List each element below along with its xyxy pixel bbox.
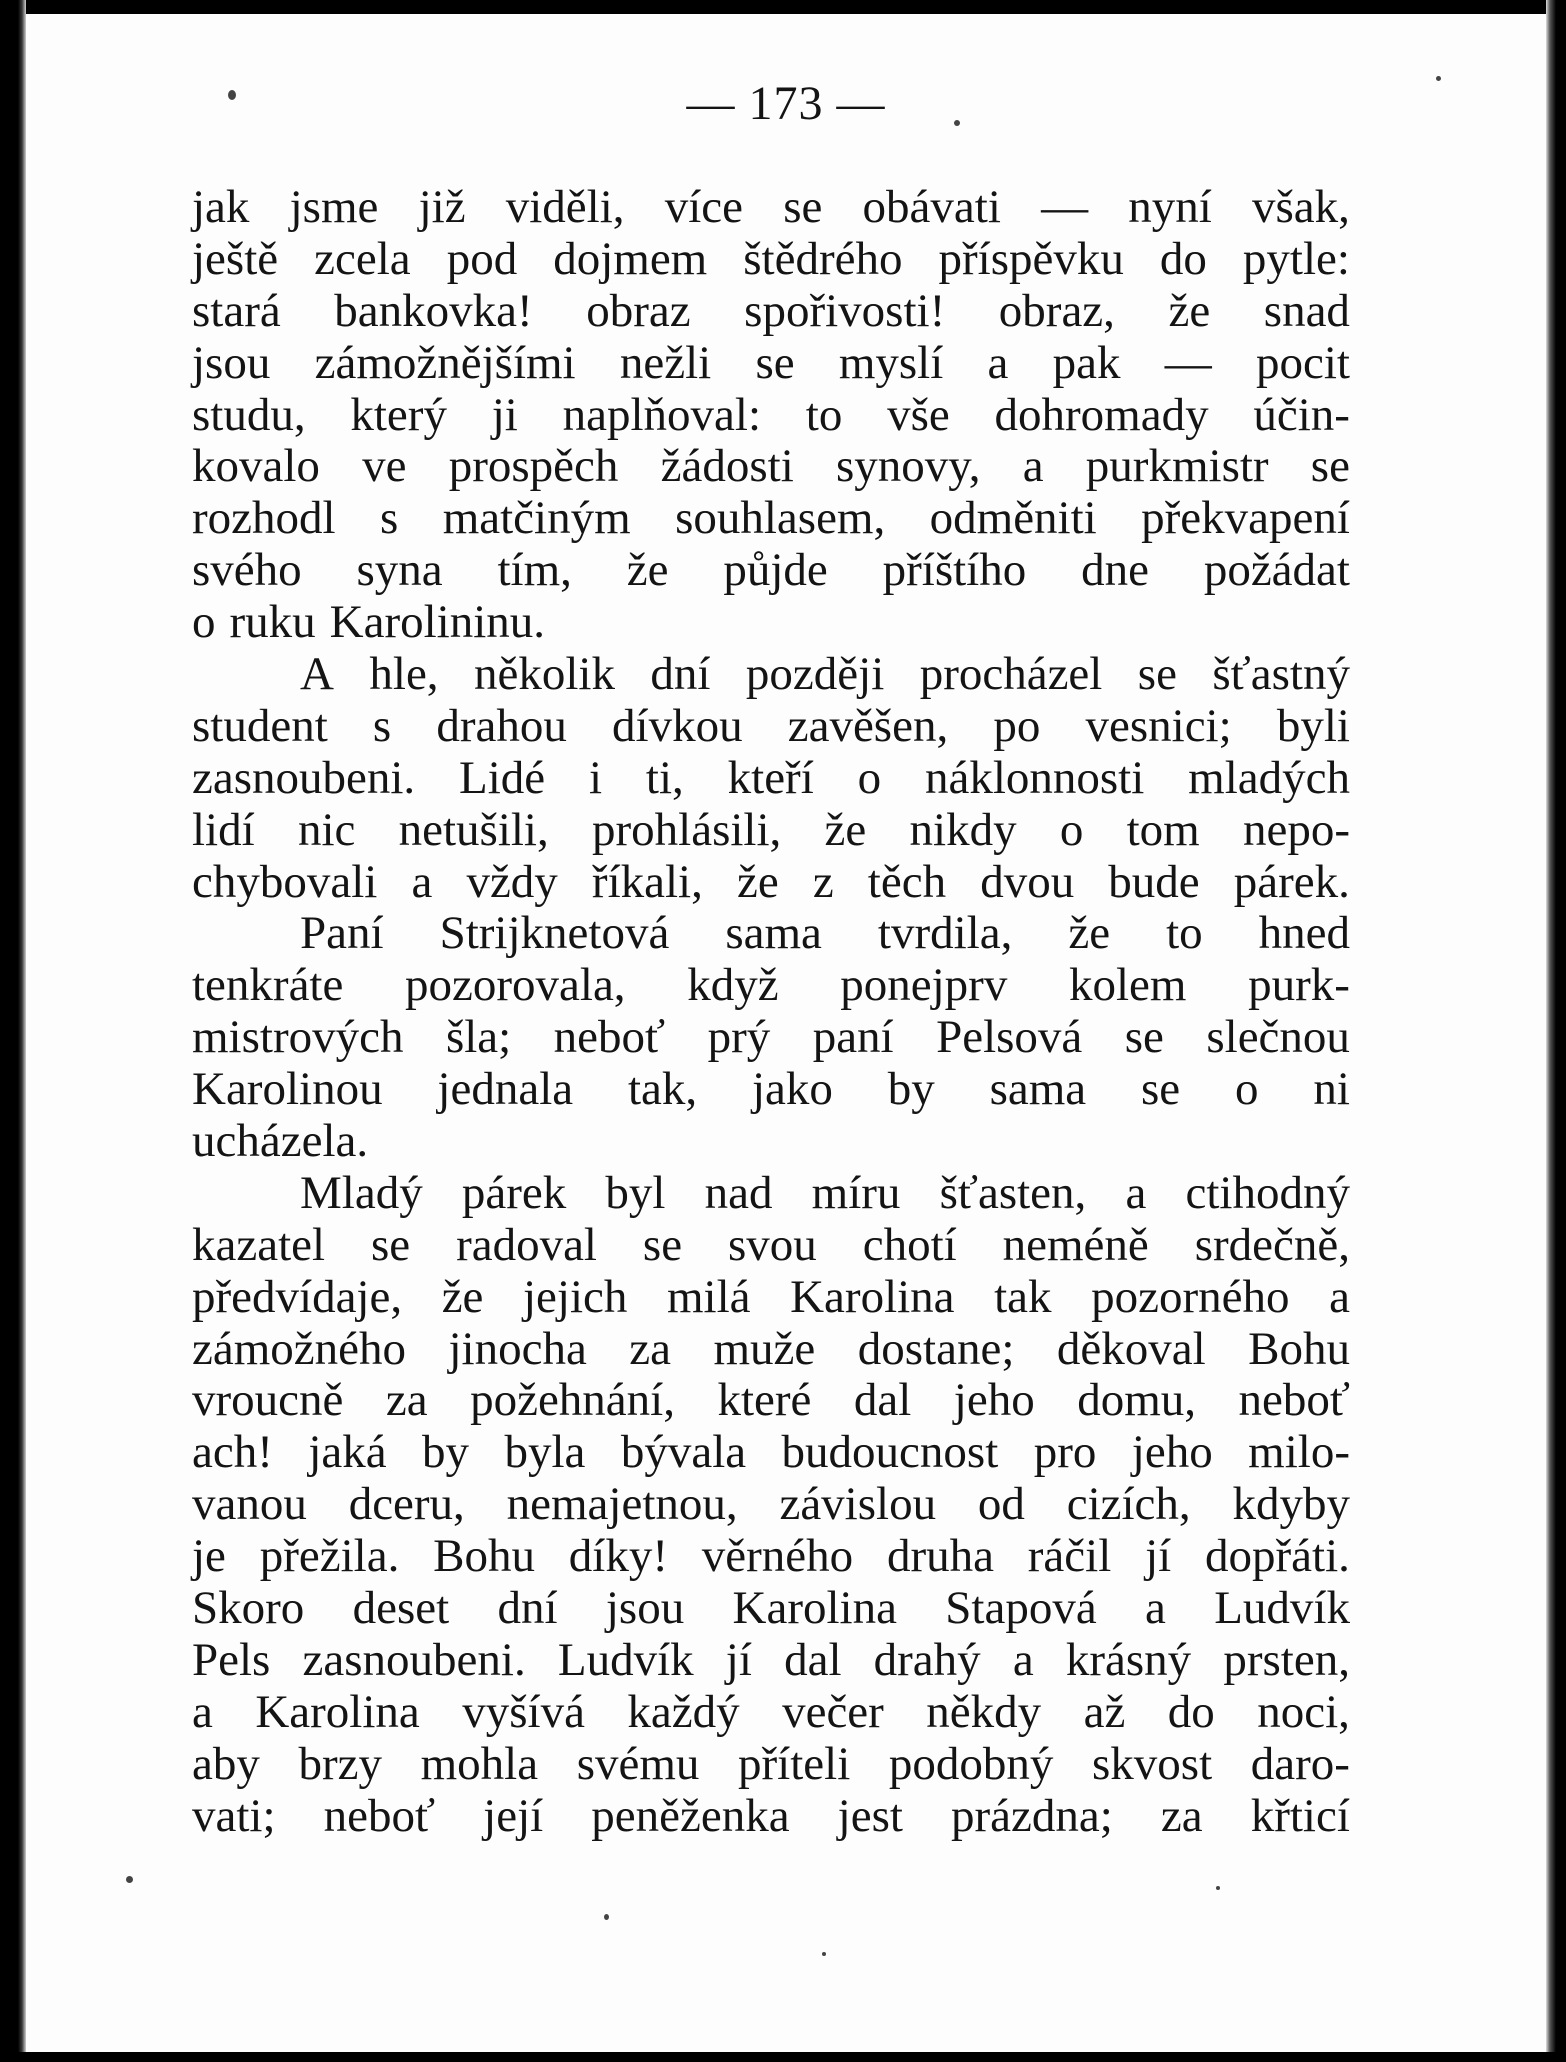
scan-border-left xyxy=(0,0,26,2062)
text-line: předvídaje, že jejich milá Karolina tak pozorného a xyxy=(192,1270,1350,1323)
text-line: tenkráte pozorovala, když ponejprv kolem purk- xyxy=(192,959,1350,1012)
text-line: ach! jaká by byla bývala budoucnost pro jeho milo- xyxy=(192,1426,1350,1479)
text-line: vanou dceru, nemajetnou, závislou od cizích, kdyby xyxy=(192,1478,1350,1531)
text-line: vati; neboť její peněženka jest prázdna; za křticí xyxy=(192,1789,1350,1842)
text-line: studu, který ji naplňoval: to vše dohromady účin- xyxy=(192,388,1350,441)
text-line: vroucně za požehnání, které dal jeho domu, neboť xyxy=(192,1374,1350,1427)
text-line: kazatel se radoval se svou chotí neméně srdečně, xyxy=(192,1218,1350,1271)
text-line: lidí nic netušili, prohlásili, že nikdy o tom nepo- xyxy=(192,803,1350,856)
text-line: jsou zámožnějšími nežli se myslí a pak — pocit xyxy=(192,336,1350,389)
text-line: jak jsme již viděli, více se obávati — nyní však, xyxy=(192,181,1350,233)
page-number: — 173 — xyxy=(686,77,886,130)
text-line: mistrových šla; neboť prý paní Pelsová se slečnou xyxy=(192,1011,1350,1064)
text-line: stará bankovka! obraz spořivosti! obraz, že snad xyxy=(192,284,1350,337)
text-line: student s drahou dívkou zavěšen, po vesnici; byli xyxy=(192,699,1350,752)
text-line: je přežila. Bohu díky! věrného druha ráčil jí dopřáti. xyxy=(192,1530,1350,1583)
scan-speck xyxy=(228,90,236,100)
scan-speck xyxy=(1436,76,1441,81)
text-line: aby brzy mohla svému příteli podobný skvost daro- xyxy=(192,1737,1350,1790)
scan-speck xyxy=(604,1914,609,1920)
text-line: zámožného jinocha za muže dostane; děkoval Bohu xyxy=(192,1322,1350,1375)
text-line: o ruku Karolininu. xyxy=(192,596,546,649)
scan-border-top xyxy=(0,0,1566,14)
text-line: rozhodl s matčiným souhlasem, odměniti překvapení xyxy=(192,492,1350,545)
text-line: ještě zcela pod dojmem štědrého příspěvku do pytle: xyxy=(192,232,1350,285)
text-line: ucházela. xyxy=(192,1115,369,1168)
book-page xyxy=(26,14,1546,2052)
text-line: chybovali a vždy říkali, že z těch dvou bude párek. xyxy=(192,855,1350,908)
text-line: Mladý párek byl nad míru šťasten, a ctihodný xyxy=(300,1166,1350,1219)
text-line: Paní Strijknetová sama tvrdila, že to hned xyxy=(300,907,1350,960)
text-line: A hle, několik dní později procházel se šťastný xyxy=(300,648,1350,701)
text-line: Pels zasnoubeni. Ludvík jí dal drahý a krásný prsten, xyxy=(192,1633,1350,1686)
text-line: zasnoubeni. Lidé i ti, kteří o náklonnosti mladých xyxy=(192,751,1350,804)
scan-speck xyxy=(954,120,960,126)
body-text xyxy=(192,182,1350,1843)
text-line: Skoro deset dní jsou Karolina Stapová a Ludvík xyxy=(192,1582,1350,1635)
scan-speck xyxy=(126,1876,133,1883)
text-line: kovalo ve prospěch žádosti synovy, a purkmistr se xyxy=(192,440,1350,493)
scan-speck xyxy=(822,1952,826,1956)
scan-speck xyxy=(1216,1886,1220,1890)
text-line: svého syna tím, že půjde příštího dne požádat xyxy=(192,544,1350,597)
scan-border-bottom xyxy=(0,2052,1566,2062)
text-line: a Karolina vyšívá každý večer někdy až do noci, xyxy=(192,1685,1350,1738)
text-line: Karolinou jednala tak, jako by sama se o ni xyxy=(192,1063,1350,1116)
scan-border-right xyxy=(1546,0,1566,2062)
